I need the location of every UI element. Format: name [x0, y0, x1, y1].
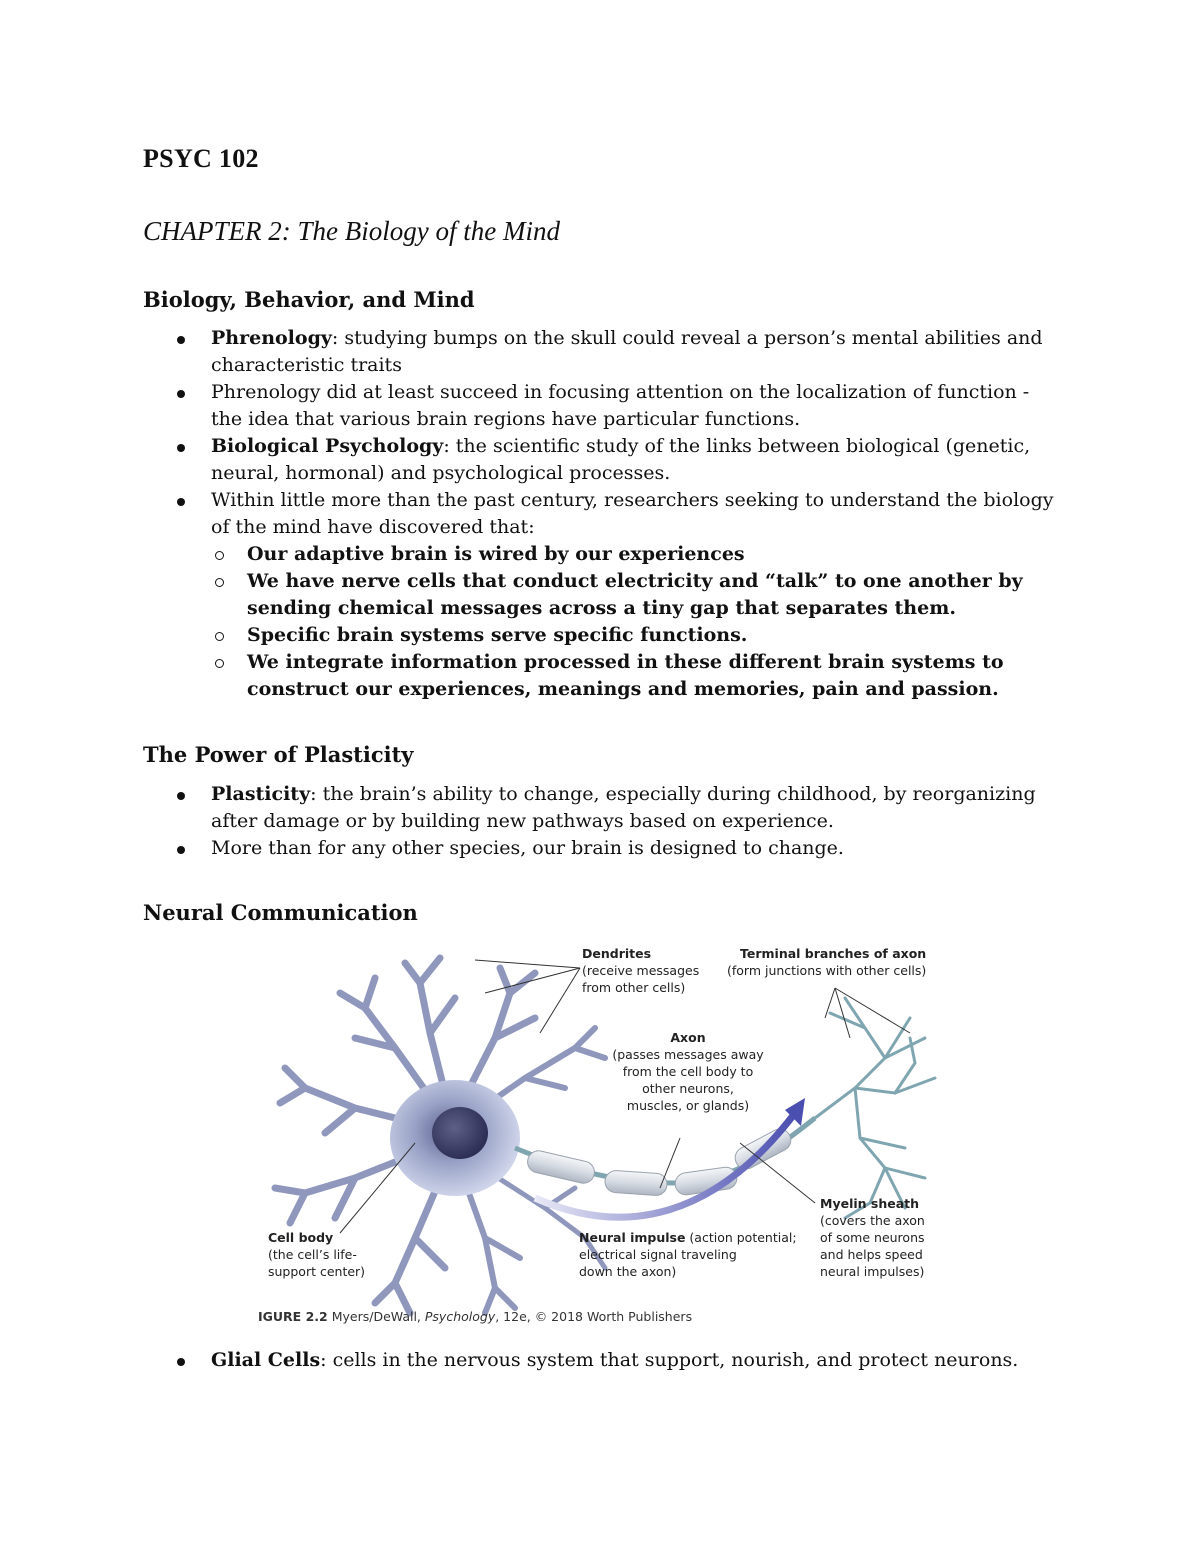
- definition-plasticity: : the brain’s ability to change, especially during childhood, by reorganizing after damage or by building new pathways based on experience.: [211, 783, 1036, 832]
- bullet-text: Within little more than the past century, researchers seeking to understand the biology of the mind have discovered that:: [211, 489, 1054, 538]
- label-axon-line: other neurons,: [642, 1081, 734, 1096]
- label-dendrites-line: from other cells): [582, 980, 686, 995]
- sublist-item: Our adaptive brain is wired by our experiences: [211, 541, 1055, 568]
- label-cell-body-line: support center): [268, 1264, 366, 1279]
- term-glial-cells: Glial Cells: [211, 1349, 321, 1371]
- list-item: [175, 379, 1055, 433]
- findings-sublist: [211, 541, 1055, 703]
- term-phrenology: Phrenology: [211, 327, 332, 349]
- section-heading-biology: Biology, Behavior, and Mind: [143, 287, 475, 312]
- sublist-item: We have nerve cells that conduct electricity and “talk” to one another by sending chemical messages across a tiny gap that separates them.: [211, 568, 1055, 622]
- term-biological-psychology: Biological Psychology: [211, 435, 444, 457]
- label-terminal-line: (form junctions with other cells): [727, 963, 927, 978]
- biology-bullet-list: [175, 325, 1055, 703]
- list-item: [175, 835, 1055, 862]
- neuron-diagram: [245, 938, 955, 1328]
- bullet-text: Phrenology did at least succeed in focusing attention on the localization of function - the idea that various brain regions have particular functions.: [211, 381, 1030, 430]
- label-dendrites-title: Dendrites: [582, 946, 652, 961]
- term-plasticity: Plasticity: [211, 783, 311, 805]
- list-item: [175, 487, 1055, 703]
- figure-caption: IGURE 2.2 Myers/DeWall, Psychology, 12e, © 2018 Worth Publishers: [258, 1309, 693, 1324]
- section-heading-neural: Neural Communication: [143, 900, 418, 925]
- definition-phrenology: : studying bumps on the skull could reveal a person’s mental abilities and characteristic traits: [211, 327, 1043, 376]
- section-heading-plasticity: The Power of Plasticity: [143, 742, 414, 767]
- label-impulse-line: electrical signal traveling: [579, 1247, 737, 1262]
- label-axon-title: Axon: [670, 1030, 706, 1045]
- list-item: [175, 1347, 1055, 1374]
- definition-glial-cells: : cells in the nervous system that support, nourish, and protect neurons.: [320, 1349, 1019, 1371]
- list-item: [175, 325, 1055, 379]
- label-myelin-line: and helps speed: [820, 1247, 923, 1262]
- definition-biological-psychology: : the scientific study of the links between biological (genetic, neural, hormonal) and psychological processes.: [211, 435, 1031, 484]
- label-myelin-line: (covers the axon: [820, 1213, 925, 1228]
- label-dendrites-line: (receive messages: [582, 963, 700, 978]
- terminal-branches: [815, 998, 935, 1218]
- neuron-figure: [245, 938, 955, 1328]
- label-impulse-line: down the axon): [579, 1264, 677, 1279]
- label-cell-body-title: Cell body: [268, 1230, 334, 1245]
- label-myelin-line: of some neurons: [820, 1230, 925, 1245]
- neural-bullet-list: [175, 1347, 1055, 1374]
- label-cell-body-line: (the cell’s life-: [268, 1247, 357, 1262]
- bullet-text: More than for any other species, our brain is designed to change.: [211, 837, 844, 859]
- sublist-item: Specific brain systems serve specific functions.: [211, 622, 1055, 649]
- label-axon-line: from the cell body to: [622, 1064, 754, 1079]
- plasticity-bullet-list: [175, 781, 1055, 862]
- label-axon-line: (passes messages away: [612, 1047, 764, 1062]
- label-terminal-title: Terminal branches of axon: [740, 946, 927, 961]
- nucleus: [432, 1107, 488, 1159]
- label-myelin-title: Myelin sheath: [820, 1196, 920, 1211]
- list-item: [175, 781, 1055, 835]
- label-myelin-line: neural impulses): [820, 1264, 925, 1279]
- list-item: [175, 433, 1055, 487]
- sublist-item: We integrate information processed in these different brain systems to construct our experiences, meanings and memories, pain and passion.: [211, 649, 1055, 703]
- course-title: PSYC 102: [143, 144, 259, 173]
- label-axon-line: muscles, or glands): [626, 1098, 750, 1113]
- label-impulse-title: Neural impulse (action potential;: [579, 1230, 797, 1245]
- chapter-title: CHAPTER 2: The Biology of the Mind: [143, 216, 560, 246]
